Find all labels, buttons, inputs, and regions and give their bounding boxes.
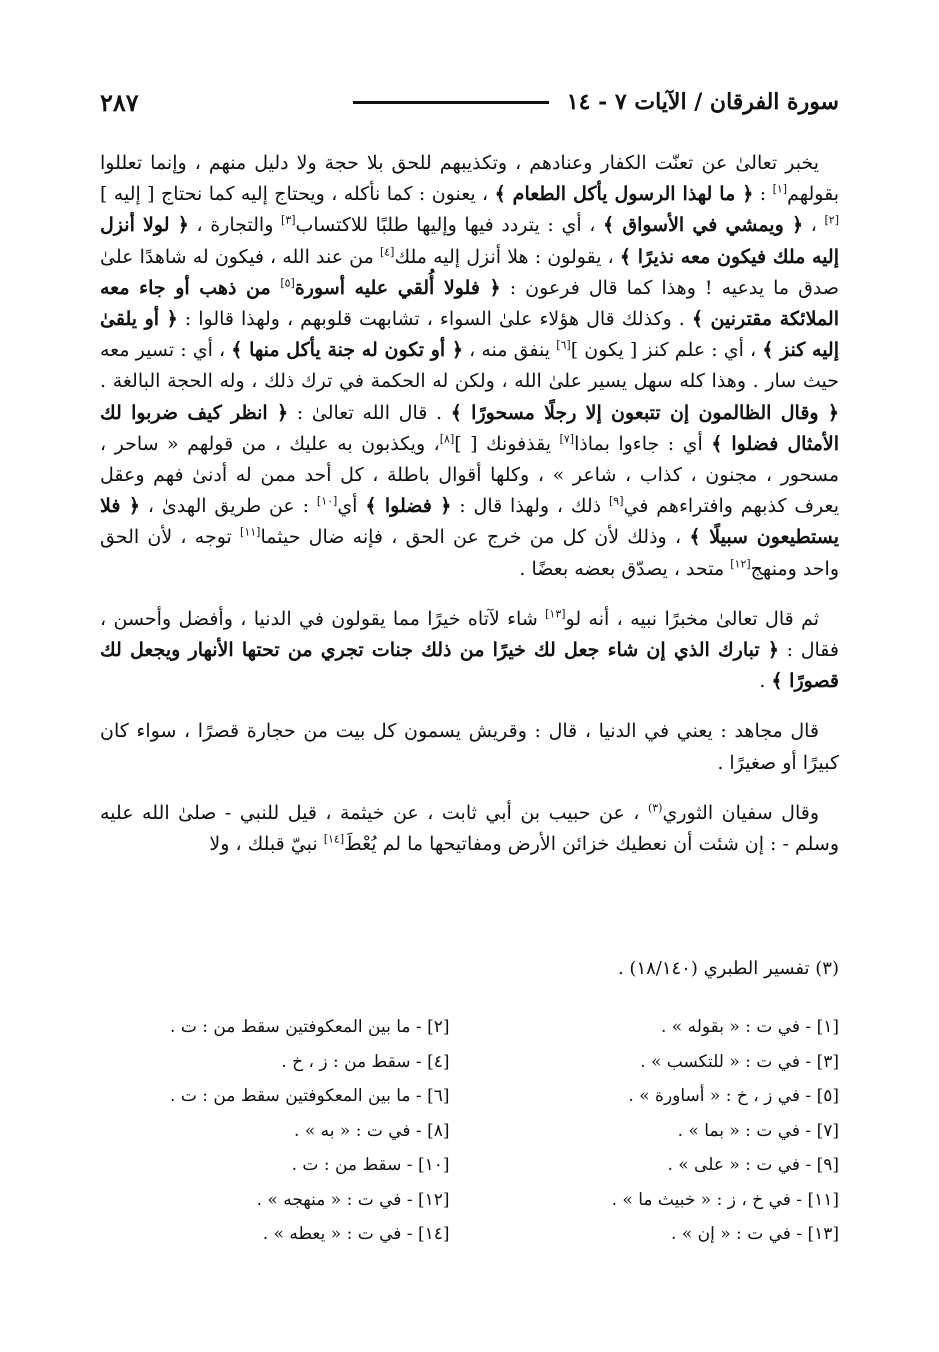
footnote-ref: (٣) [647, 801, 663, 815]
paragraph-1: يخبر تعالىٰ عن تعنّت الكفار وعنادهم ، وتكذيبهم للحق بلا حجة ولا دليل منهم ، وإنما تعللوا بقولهم[١] : ﴿ ما لهذا الرسول يأكل الطعام ﴾ ، يعنون : كما نأكله ، ويحتاج إليه كما نحتاج [ إليه ][٢] ، ﴿ ويمشي في الأسواق ﴾ ، أي : يتردد فيها وإليها طلبًا للاكتساب[٣] والتجارة ، ﴿ لولا أنزل إليه ملك فيكون معه نذيرًا ﴾ ، يقولون : هلا أنزل إليه ملك[٤] من عند الله ، فيكون له شاهدًا علىٰ صدق ما يدعيه ! وهذا كما قال فرعون : ﴿ فلولا أُلقي عليه أسورة[٥] من ذهب أو جاء معه الملائكة مقترنين ﴾ . وكذلك قال هؤلاء علىٰ السواء ، تشابهت قلوبهم ، ولهذا قالوا : ﴿ أو يلقىٰ إليه كنز ﴾ ، أي : علم كنز [ يكون ][٦] ينفق منه ، ﴿ أو تكون له جنة يأكل منها ﴾ ، أي : تسير معه حيث سار . وهذا كله سهل يسير علىٰ الله ، ولكن له الحكمة في ترك ذلك ، وله الحجة البالغة . ﴿ وقال الظالمون إن تتبعون إلا رجلًا مسحورًا ﴾ . قال الله تعالىٰ : ﴿ انظر كيف ضربوا لك الأمثال فضلوا ﴾ أي : جاءوا بماذا[٧] يقذفونك [ ][٨]، ويكذبون به عليك ، من قولهم « ساحر ، مسحور ، مجنون ، كذاب ، شاعر » ، وكلها أقوال باطلة ، كل أحد ممن له أدنىٰ فهم وعقل يعرف كذبهم وافتراءهم في[٩] ذلك ، ولهذا قال : ﴿ فضلوا ﴾ أي[١٠] : عن طريق الهدىٰ ، ﴿ فلا يستطيعون سبيلًا ﴾ ، وذلك لأن كل من خرج عن الحق ، فإنه ضال حيثما[١١] توجه ، لأن الحق واحد ومنهج[١٢] متحد ، يصدّق بعضه بعضًا . [100, 152, 840, 580]
quran-quote: ﴿ فضلوا ﴾ [365, 495, 452, 518]
note-ref: [٣] [281, 214, 296, 228]
variant-note: [٣] - في ت : « للتكسب » . [640, 1051, 839, 1072]
variant-note: [٥] - في ز ، خ : « أساورة » . [628, 1086, 839, 1106]
variant-note: [١١] - في خ ، ز : « خبيث ما » . [611, 1189, 839, 1210]
note-ref: [٤] [379, 245, 395, 259]
page-header [100, 84, 839, 120]
header-rule [353, 101, 549, 104]
quran-quote: ﴿ أو تكون له جنة يأكل منها ﴾ [231, 339, 463, 362]
variant-note: [١] - في ت : « بقوله » . [660, 1017, 839, 1037]
quran-quote: ﴿ ما لهذا الرسول يأكل الطعام ﴾ [494, 183, 754, 206]
variant-note: [١٢] - في ت : « منهجه » . [256, 1189, 450, 1210]
quran-quote: ﴿ أو يلقىٰ إليه كنز ﴾ [100, 308, 840, 362]
variant-notes [100, 1010, 839, 1252]
variant-note: [١٤] - في ت : « يعطه » . [262, 1224, 450, 1244]
note-ref: [١٤] [323, 832, 345, 846]
quran-quote: ﴿ ويمشي في الأسواق ﴾ [603, 214, 804, 237]
note-ref: [٦] [556, 338, 571, 352]
variant-note: [٧] - في ت : « بما » . [677, 1120, 839, 1141]
quran-quote: ﴿ انظر كيف ضربوا لك الأمثال فضلوا ﴾ [100, 401, 839, 455]
paragraph-3: قال مجاهد : يعني في الدنيا ، قال : وقريش يسمون كل بيت من حجارة قصرًا ، سواء كان كبيرًا أو صغيرًا . [100, 720, 839, 774]
variant-note: [٦] - ما بين المعكوفتين سقط من : ت . [170, 1086, 450, 1106]
note-ref: [١٢] [730, 557, 751, 571]
quran-quote: ﴿ فلولا أُلقي عليه أسورة [294, 276, 501, 299]
note-ref: [٥] [280, 276, 295, 290]
body-text [100, 148, 839, 879]
quran-quote: ﴿ وقال الظالمون إن تتبعون إلا رجلًا مسحورًا ﴾ [450, 401, 839, 424]
note-ref: [١١] [240, 526, 261, 540]
variant-note: [١٣] - في ت : « إن » . [671, 1224, 839, 1244]
note-ref: [١] [772, 182, 788, 196]
note-ref: [٧] [559, 432, 575, 446]
note-ref: [٩] [609, 494, 624, 508]
note-ref: [٢] [824, 214, 839, 228]
note-ref: [١٠] [316, 494, 338, 508]
quran-quote: من ذهب أو جاء معه الملائكة مقترنين ﴾ [100, 276, 839, 331]
footnote: (٣) تفسير الطبري (١٨/١٤٠) . [617, 958, 839, 979]
note-ref: [٨] [439, 432, 455, 446]
variant-note: [١٠] - سقط من : ت . [291, 1155, 450, 1175]
paragraph-2: ثم قال تعالىٰ مخبرًا نبيه ، أنه لو[١٣] شاء لآتاه خيرًا مما يقولون في الدنيا ، وأفضل وأحسن ، فقال : ﴿ تبارك الذي إن شاء جعل لك خيرًا من ذلك جنات تجري من تحتها الأنهار ويجعل لك قصورًا ﴾ . [100, 607, 839, 693]
quran-quote: ﴿ فلا يستطيعون سبيلًا ﴾ [100, 495, 840, 549]
running-title: سورة الفرقان / الآيات ٧ - ١٤ [566, 89, 839, 115]
quran-quote: ﴿ لولا أنزل إليه ملك فيكون معه نذيرًا ﴾ [100, 214, 839, 268]
page-number: ٢٨٧ [100, 87, 139, 117]
note-ref: [١٣] [545, 607, 566, 621]
variant-note: [٨] - في ت : « به » . [294, 1120, 450, 1141]
variant-note: [٤] - سقط من : ز ، خ . [281, 1051, 450, 1072]
quran-quote: ﴿ تبارك الذي إن شاء جعل لك خيرًا من ذلك جنات تجري من تحتها الأنهار ويجعل لك قصورًا ﴾ [100, 639, 839, 693]
variant-note: [٩] - في ت : « على » . [667, 1155, 839, 1175]
variant-note: [٢] - ما بين المعكوفتين سقط من : ت . [170, 1017, 450, 1037]
paragraph-4: وقال سفيان الثوري$^{(٣)}$ ، عن حبيب بن أبي ثابت ، عن خيثمة ، قيل للنبي - صلىٰ الله عليه وسلم - : إن شئت أن نعطيك خزائن الأرض ومفاتيحها ما لم يُعْطَ[١٤] نبيّ قبلك ، ولا [100, 801, 839, 856]
